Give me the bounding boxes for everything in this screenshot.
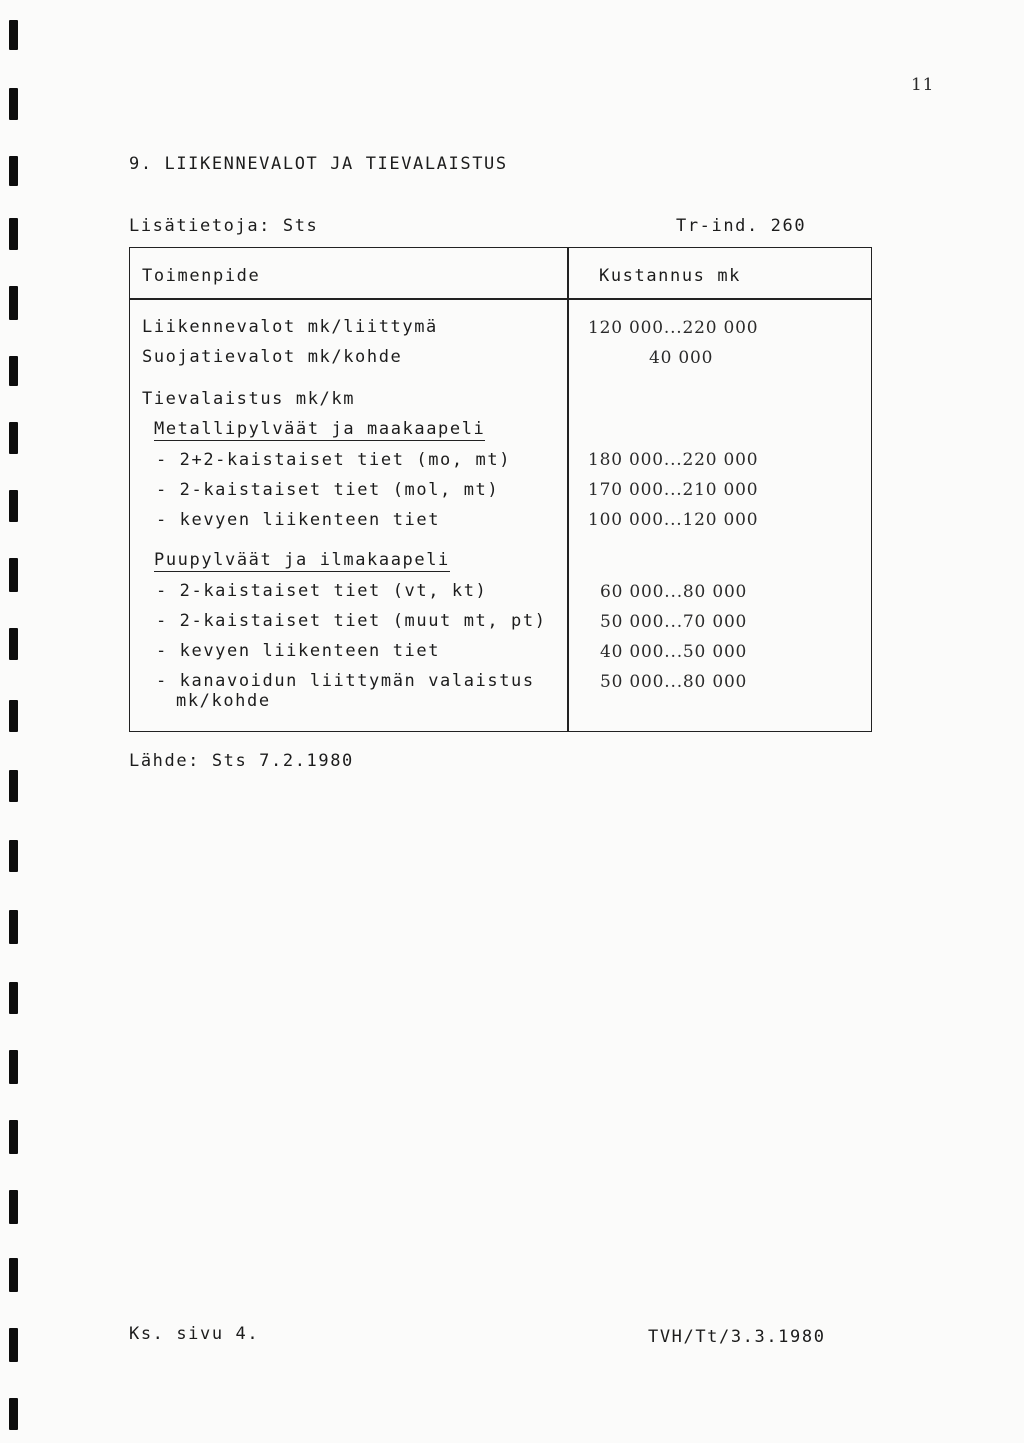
- binder-mark: [9, 910, 18, 944]
- item-cost: 60 000...80 000: [600, 582, 748, 602]
- source-note: Lähde: Sts 7.2.1980: [129, 751, 354, 771]
- group-title-tievalaistus: Tievalaistus mk/km: [142, 389, 356, 409]
- info-label: Lisätietoja: Sts: [129, 216, 319, 236]
- binder-mark: [9, 490, 18, 522]
- binder-mark: [9, 20, 18, 50]
- item-cost: 40 000...50 000: [600, 642, 748, 662]
- binder-mark: [9, 218, 18, 250]
- binder-mark: [9, 1258, 18, 1292]
- binder-mark: [9, 982, 18, 1014]
- column-divider: [567, 248, 569, 731]
- binder-mark: [9, 1398, 18, 1430]
- section-title: 9. LIIKENNEVALOT JA TIEVALAISTUS: [129, 154, 508, 174]
- binder-mark: [9, 1328, 18, 1362]
- header-kustannus: Kustannus mk: [599, 266, 742, 286]
- item-label: - 2-kaistaiset tiet (mol, mt): [156, 480, 500, 500]
- item-label: - kanavoidun liittymän valaistus: [156, 671, 535, 691]
- binder-mark: [9, 422, 18, 454]
- binder-mark: [9, 286, 18, 320]
- binder-mark: [9, 558, 18, 592]
- binder-mark: [9, 700, 18, 732]
- item-cost: 170 000...210 000: [588, 480, 759, 500]
- item-label: - 2-kaistaiset tiet (muut mt, pt): [156, 611, 547, 631]
- binder-mark: [9, 356, 18, 386]
- binder-mark: [9, 840, 18, 872]
- item-cost: 180 000...220 000: [588, 450, 759, 470]
- item-label: - kevyen liikenteen tiet: [156, 641, 441, 661]
- subgroup-title-puupylvaat: Puupylväät ja ilmakaapeli: [154, 550, 450, 570]
- binder-mark: [9, 88, 18, 120]
- header-toimenpide: Toimenpide: [142, 266, 261, 286]
- footer-reference: Ks. sivu 4.: [129, 1324, 260, 1344]
- item-cost: 50 000...70 000: [600, 612, 748, 632]
- item-cost: 100 000...120 000: [588, 510, 759, 530]
- header-rule: [130, 298, 871, 300]
- page-number: 11: [911, 75, 935, 95]
- binder-mark: [9, 770, 18, 802]
- binder-mark: [9, 1190, 18, 1224]
- item-label-continued: mk/kohde: [176, 691, 271, 711]
- row-cost-suojatievalot: 40 000: [649, 348, 714, 368]
- binder-mark: [9, 1050, 18, 1084]
- item-label: - 2-kaistaiset tiet (vt, kt): [156, 581, 488, 601]
- binder-mark: [9, 1120, 18, 1154]
- binder-mark: [9, 628, 18, 660]
- row-label-liikennevalot: Liikennevalot mk/liittymä: [142, 317, 438, 337]
- row-label-suojatievalot: Suojatievalot mk/kohde: [142, 347, 403, 367]
- subgroup-title-metallipylvaat: Metallipylväät ja maakaapeli: [154, 419, 486, 439]
- footer-document-code: TVH/Tt/3.3.1980: [648, 1327, 826, 1347]
- item-label: - 2+2-kaistaiset tiet (mo, mt): [156, 450, 512, 470]
- binder-mark: [9, 156, 18, 186]
- item-cost: 50 000...80 000: [600, 672, 748, 692]
- item-label: - kevyen liikenteen tiet: [156, 510, 441, 530]
- index-label: Tr-ind. 260: [676, 216, 807, 236]
- row-cost-liikennevalot: 120 000...220 000: [588, 318, 759, 338]
